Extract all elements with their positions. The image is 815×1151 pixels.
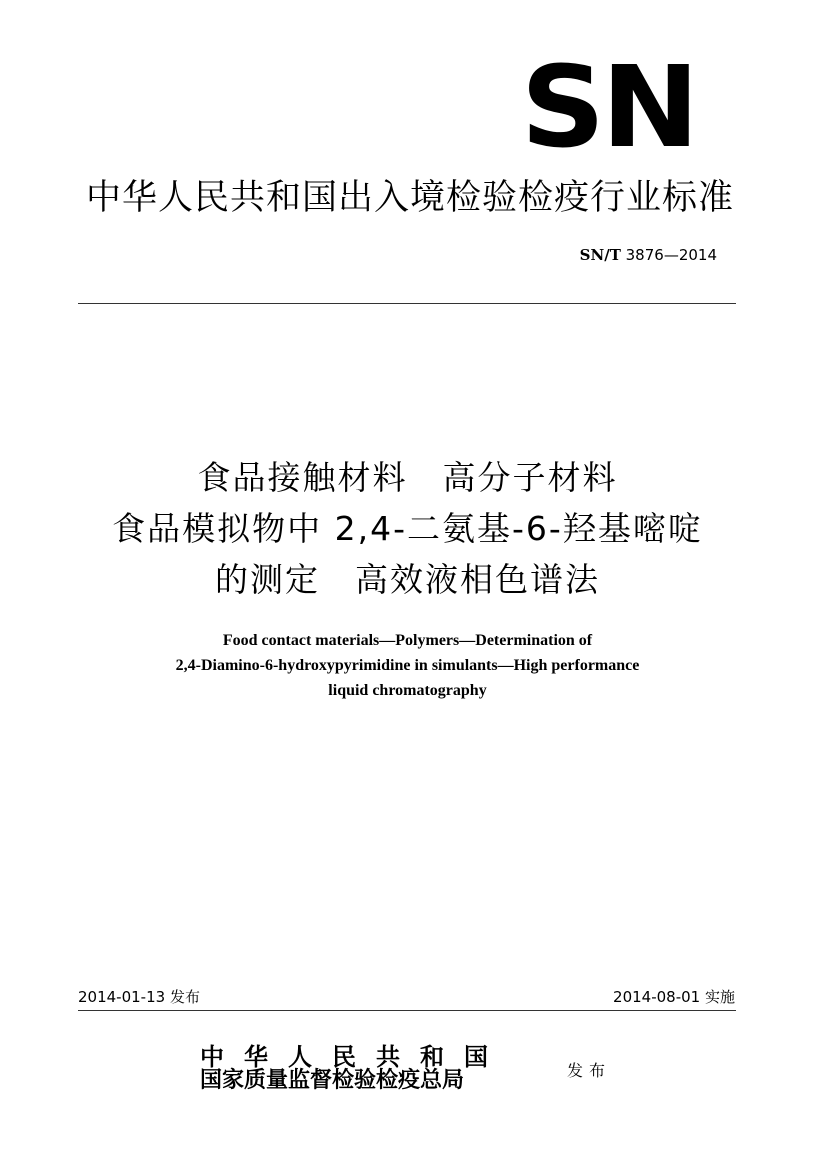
english-title <box>0 628 815 703</box>
standard-prefix: SN/T <box>579 246 621 264</box>
chinese-title-line-3: 的测定 高效液相色谱法 <box>215 560 600 599</box>
bottom-divider <box>78 1010 736 1011</box>
issuer-line-1: 中华人民共和国 <box>200 1042 508 1071</box>
standard-number <box>580 246 717 264</box>
chinese-title-line-1: 食品接触材料 高分子材料 <box>197 458 618 497</box>
top-divider <box>78 303 736 304</box>
english-title-line-1: Food contact materials—Polymers—Determination of <box>222 632 593 649</box>
issuing-authority <box>200 1042 508 1093</box>
chinese-title <box>0 452 815 605</box>
issue-date: 2014-01-13 发布 <box>78 988 200 1006</box>
english-title-line-2: 2,4-Diamino-6-hydroxypyrimidine in simulants—High performance <box>175 657 640 674</box>
issuer-line-2: 国家质量监督检验检疫总局 <box>200 1067 465 1093</box>
organization-title: 中华人民共和国出入境检验检疫行业标准 <box>85 178 734 218</box>
issue-label: 发布 <box>567 1061 612 1080</box>
sn-logo: SN <box>520 43 695 173</box>
chinese-title-line-2: 食品模拟物中 2,4-二氨基-6-羟基嘧啶 <box>112 509 703 548</box>
standard-code: 3876—2014 <box>625 246 717 264</box>
implementation-date: 2014-08-01 实施 <box>613 988 735 1006</box>
english-title-line-3: liquid chromatography <box>328 682 487 699</box>
